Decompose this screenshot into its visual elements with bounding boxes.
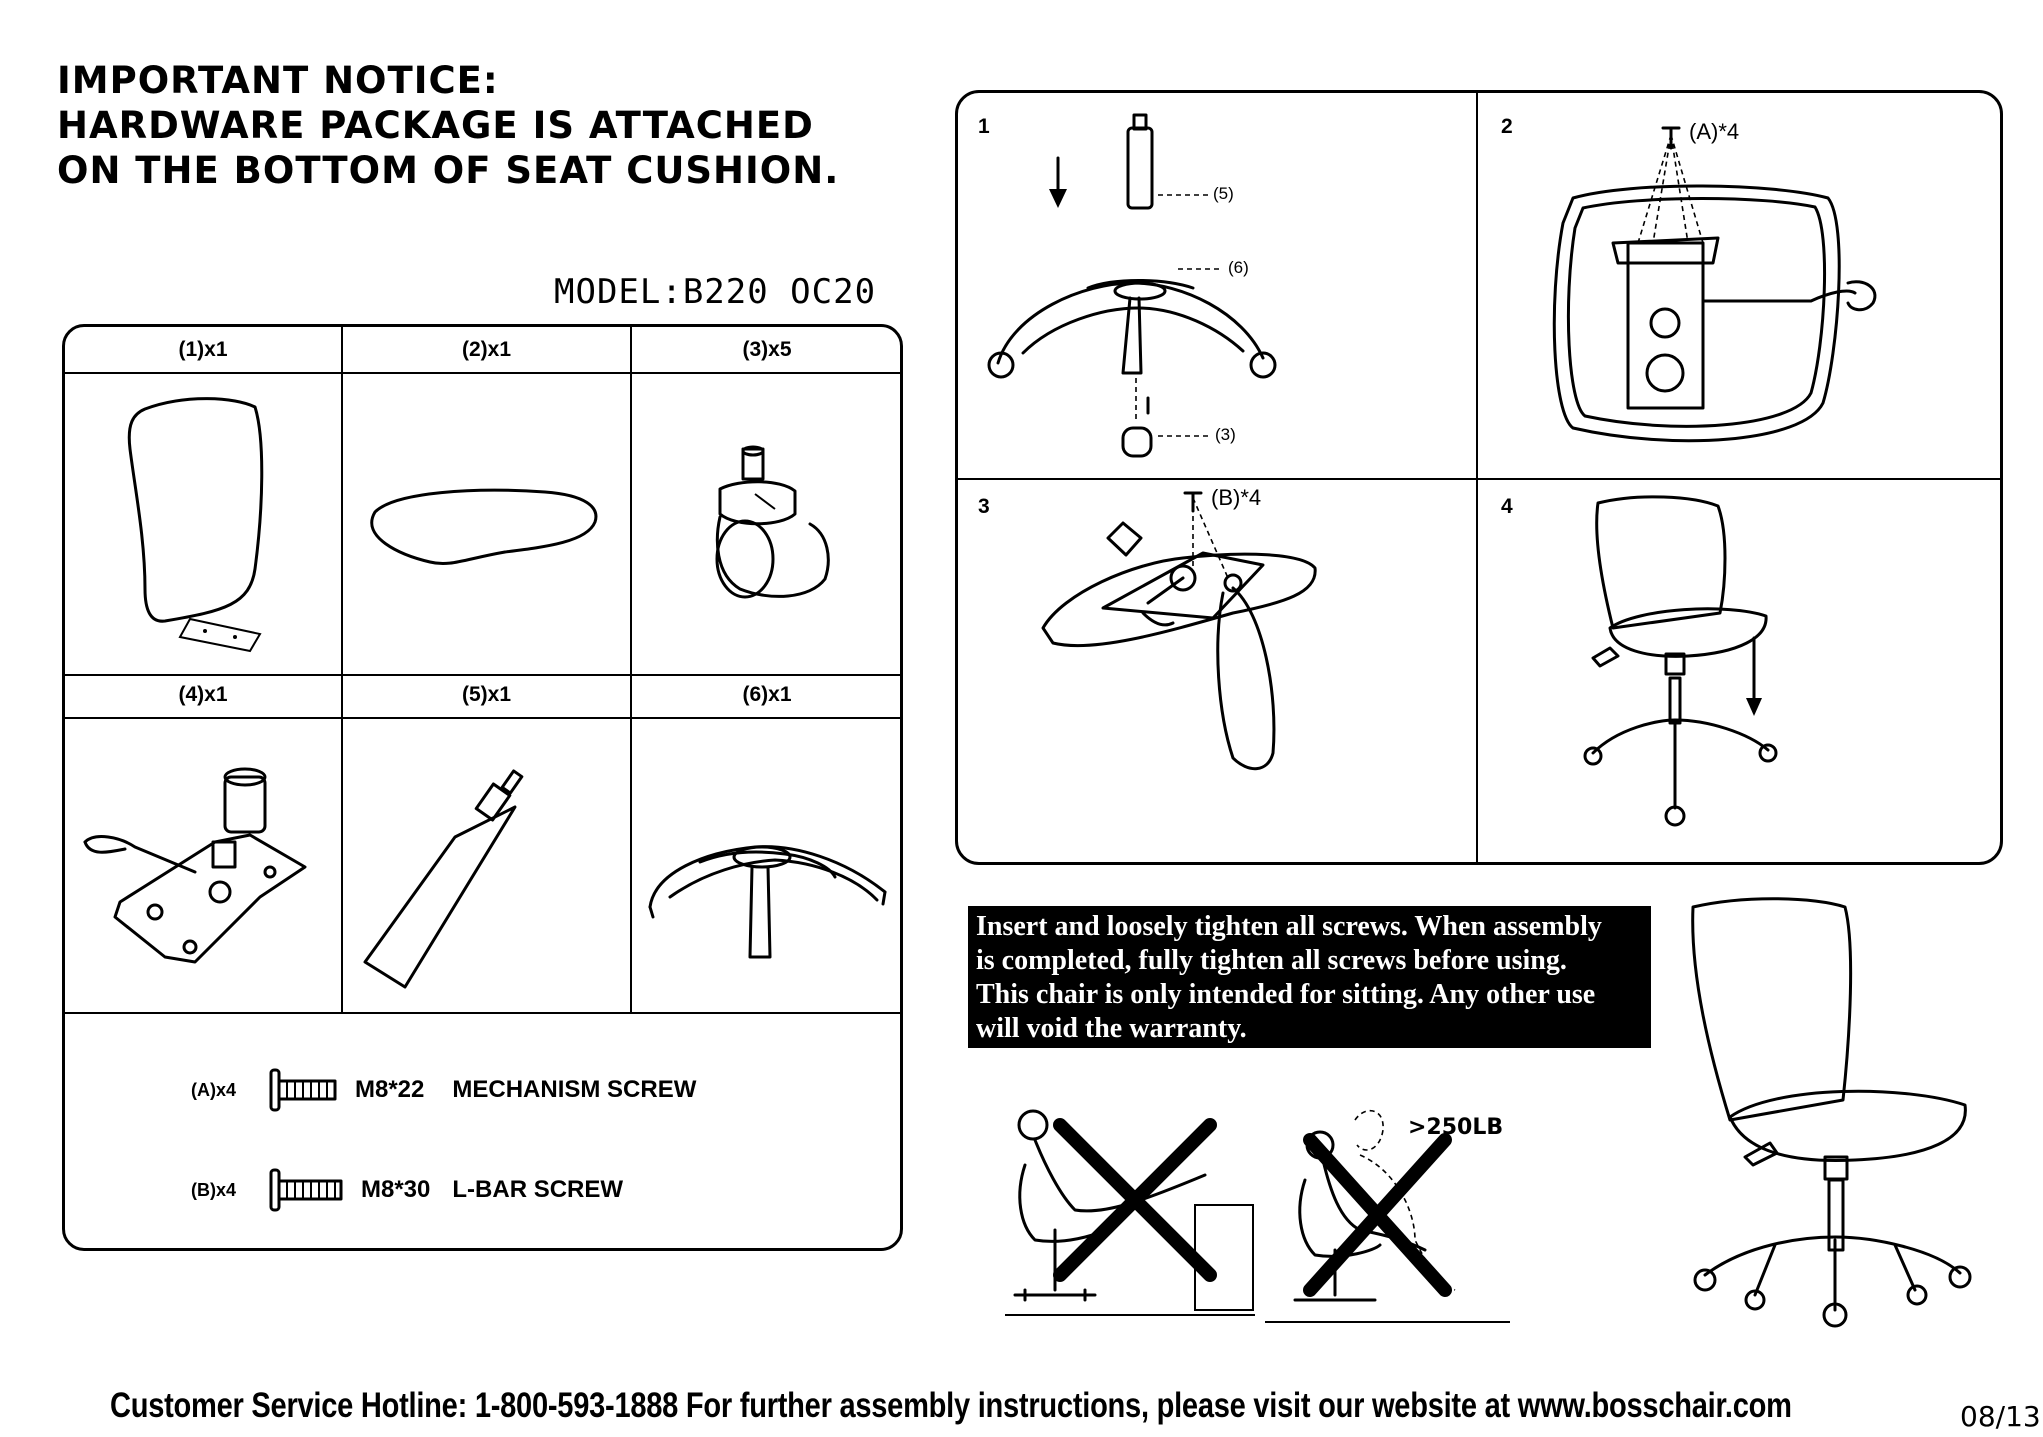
callout-a: (A)*4 [1689,119,1740,144]
warning-line-1: Insert and loosely tighten all screws. When assembly [976,911,1602,942]
misuse-overweight-icon [1265,1100,1515,1325]
callout-b: (B)*4 [1211,485,1262,510]
notice-line-3: ON THE BOTTOM OF SEAT CUSHION. [57,149,840,192]
warning-line-2: is completed, fully tighten all screws before using. [976,945,1567,976]
callout-3: (3) [1215,425,1236,444]
screw-b-icon [269,1167,345,1213]
screw-b-row [191,1167,623,1213]
callout-5: (5) [1213,184,1234,203]
mechanism-icon [75,747,345,1007]
divider [65,674,900,676]
five-star-base-icon [645,782,905,982]
screw-b-qty: (B)x4 [191,1179,237,1200]
divider [958,478,2001,480]
step-2-number: 2 [1501,115,1513,138]
assembly-steps-box [955,90,2003,865]
page-code: 08/13 [1960,1400,2041,1433]
seat-cushion-icon [355,467,615,587]
parts-list-box [62,324,903,1251]
gas-lift-icon [365,767,635,1017]
screw-b-size: M8*30 [361,1176,431,1203]
weight-limit-label: >250LB [1408,1115,1504,1140]
screw-a-qty: (A)x4 [191,1079,237,1100]
callout-6: (6) [1228,258,1249,277]
step-3-number: 3 [978,495,990,518]
misuse-feet-up-icon [1005,1105,1260,1320]
step-3-illustration [1033,483,1473,863]
divider [65,717,900,719]
part-4-label: (4)x1 [178,683,228,706]
screw-a-name: MECHANISM SCREW [452,1076,697,1103]
screw-a-icon [269,1067,339,1113]
assembled-chair-icon [1685,895,1970,1335]
warning-line-3: This chair is only intended for sitting. Any other use [976,979,1596,1010]
notice-line-2: HARDWARE PACKAGE IS ATTACHED [57,104,814,147]
caster-icon [700,439,860,629]
warning-notice [968,906,1651,1048]
step-4-illustration [1578,488,1958,863]
part-3-label: (3)x5 [742,338,792,361]
notice-line-1: IMPORTANT NOTICE: [57,59,499,102]
warning-line-4: will void the warranty. [976,1013,1247,1044]
part-6-label: (6)x1 [742,683,792,706]
part-1-label: (1)x1 [178,338,228,361]
divider [65,372,900,374]
step-1-illustration [973,113,1473,473]
screw-a-row [191,1067,696,1113]
part-5-label: (5)x1 [461,683,512,706]
chair-back-icon [105,389,305,669]
important-notice [57,58,839,193]
screw-a-size: M8*22 [355,1076,425,1103]
footer-contact: Customer Service Hotline: 1-800-593-1888 For further assembly instructions, please visit our website at www.bosschair.com [110,1386,1792,1425]
part-2-label: (2)x1 [461,338,512,361]
step-2-illustration [1493,103,1993,473]
model-number: MODEL:B220 OC20 [554,272,877,312]
step-4-number: 4 [1501,495,1513,518]
step-1-number: 1 [978,115,990,138]
screw-b-name: L-BAR SCREW [452,1176,624,1203]
